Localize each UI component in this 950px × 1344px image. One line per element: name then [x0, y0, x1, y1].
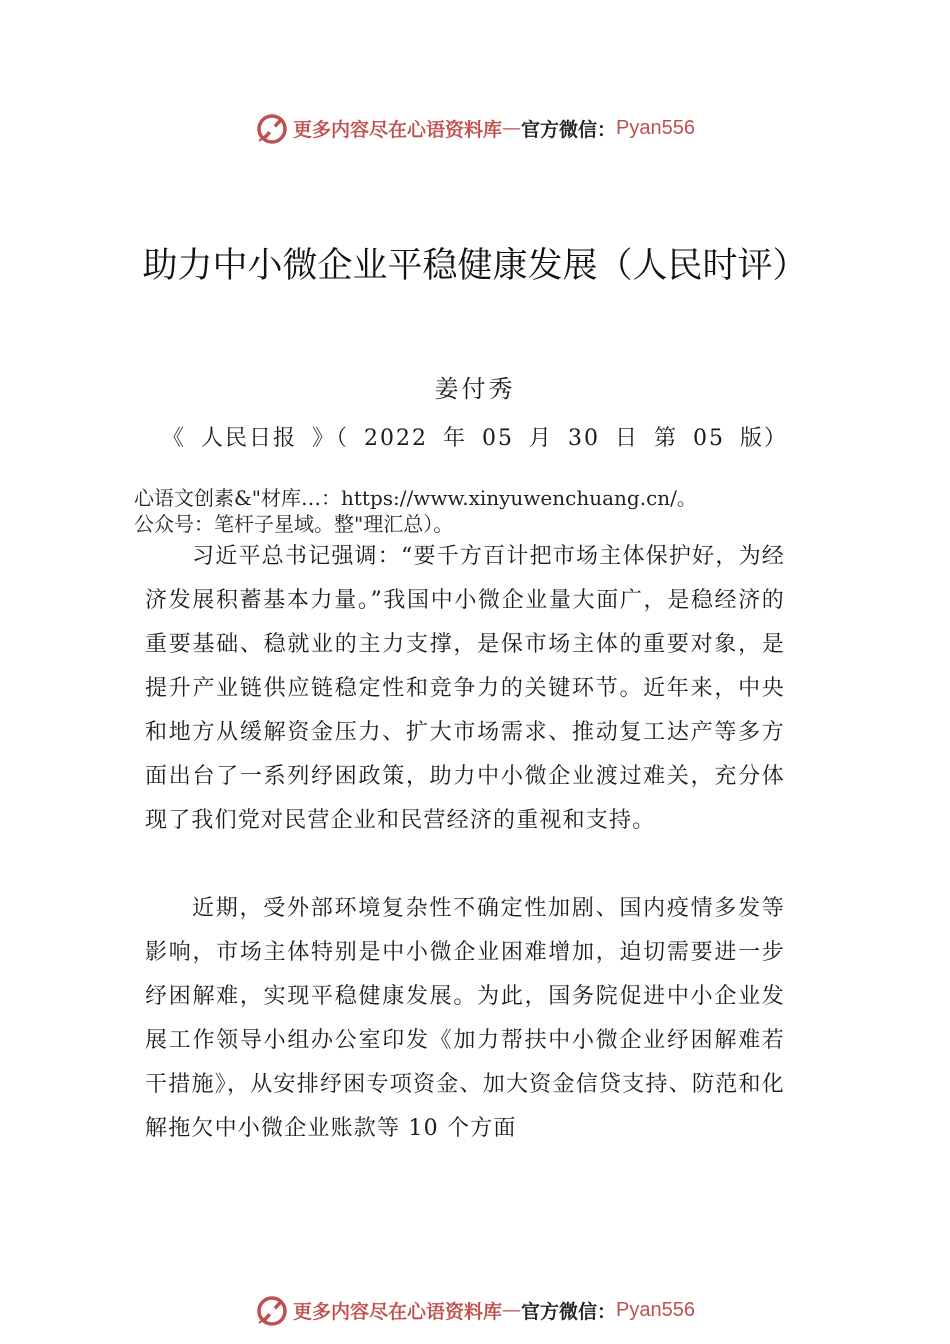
- banner-wechat-label: 官方微信：: [521, 118, 617, 141]
- body-paragraph: 近期，受外部环境复杂性不确定性加剧、国内疫情多发等影响，市场主体特别是中小微企业困难增加，迫切需要进一步纾困解难，实现平稳健康发展。为此，国务院促进中小企业发展工作领导小组办公室印发《加力帮扶中小微企业纾困解难若干措施》，从安排纾困专项资金、加大资金信贷支持、防范和化解拖欠中小微企业账款等 10 个方面: [145, 896, 785, 1141]
- quill-logo-icon: [255, 111, 289, 145]
- footer-banner: [0, 1288, 950, 1332]
- banner-separator: —: [502, 1299, 522, 1321]
- source-note-line: 公众号：笔杆子星域。整"理汇总）。: [134, 512, 454, 536]
- banner-brand-text: 更多内容尽在心语资料库: [293, 1300, 503, 1323]
- quill-logo-icon: [255, 1293, 289, 1327]
- body-paragraph: 习近平总书记强调：“要千方百计把市场主体保护好，为经济发展积蓄基本力量。”我国中小微企业量大面广，是稳经济的重要基础、稳就业的主力支撑，是保市场主体的重要对象，是提升产业链供应链稳定性和竞争力的关键环节。近年来，中央和地方从缓解资金压力、扩大市场需求、推动复工达产等多方面出台了一系列纾困政策，助力中小微企业渡过难关，充分体现了我们党对民营企业和民营经济的重视和支持。: [145, 544, 785, 833]
- source-note-line: 心语文创素&"材库…：https://www.xinyuwenchuang.cn/。: [134, 486, 697, 510]
- header-banner: [0, 106, 950, 150]
- article-title: 助力中小微企业平稳健康发展（人民时评）: [142, 246, 808, 286]
- article-source: 《 人民日报 》（ 2022 年 05 月 30 日 第 05 版）: [162, 426, 788, 451]
- banner-separator: —: [502, 117, 522, 139]
- banner-wechat-id: Pyan556: [616, 116, 695, 139]
- banner-wechat-id: Pyan556: [616, 1298, 695, 1321]
- banner-brand-text: 更多内容尽在心语资料库: [293, 118, 503, 141]
- banner-wechat-label: 官方微信：: [521, 1300, 617, 1323]
- article-author: 姜付秀: [434, 375, 516, 403]
- source-note: [134, 485, 924, 537]
